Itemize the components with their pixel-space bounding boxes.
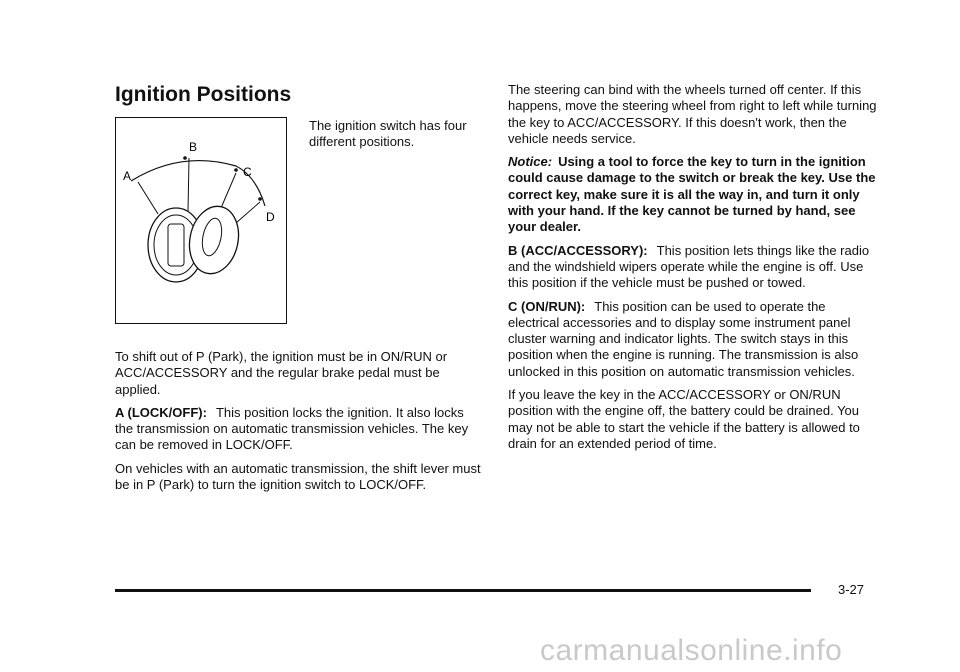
notice-text: Using a tool to force the key to turn in the ignition could cause damage to the switch or break the key. Use the correct key, make sure it is all the way in, and turn it only with your hand. If the key cannot be turned by hand, see your dealer. [508, 154, 876, 235]
notice-label: Notice: [508, 154, 553, 170]
label-c: C [243, 165, 252, 179]
leader-a [138, 182, 158, 214]
accessory-text: This position lets things like the radio and the windshield wipers operate while the engine is off. Use this position if the vehicle must be pushed or towed. [508, 242, 870, 291]
lock-off-term: A (LOCK/OFF): [115, 404, 207, 420]
tick-c [234, 168, 238, 172]
leader-d [236, 202, 260, 223]
page-number: 3-27 [838, 582, 865, 597]
steering-paragraph: The steering can bind with the wheels turned off center. If this happens, move the steering wheel from right to left while turning the key to ACC/ACCESSORY. If this doesn't work, then the vehicle needs service. [508, 82, 877, 146]
accessory-paragraph [508, 243, 880, 292]
watermark: carmanualsonline.info [540, 634, 843, 667]
lock-off-paragraph [115, 405, 485, 454]
on-run-paragraph [508, 299, 880, 380]
label-a: A [123, 169, 132, 183]
park-shift-paragraph: To shift out of P (Park), the ignition must be in ON/RUN or ACC/ACCESSORY and the regular brake pedal must be applied. [115, 349, 448, 397]
key-slot [168, 224, 184, 266]
on-run-text: This position can be used to operate the electrical accessories and to display some instrument panel cluster warning and indicator lights. The switch stays in this position when the engine is running. The transmission is also unlocked in this position on automatic transmission vehicles. [508, 298, 859, 379]
leader-c [221, 173, 236, 208]
ignition-diagram [116, 118, 285, 322]
battery-paragraph: If you leave the key in the ACC/ACCESSORY or ON/RUN position with the engine off, the battery could be drained. You may not be able to start the vehicle if the battery is allowed to drain for an extended period of time. [508, 387, 860, 451]
automatic-transmission-paragraph: On vehicles with an automatic transmission, the shift lever must be in P (Park) to turn the ignition switch to LOCK/OFF. [115, 460, 481, 493]
tick-d [258, 197, 262, 201]
label-b: B [189, 140, 198, 154]
lock-off-text: This position locks the ignition. It also locks the transmission on automatic transmission vehicles. The key can be removed in LOCK/OFF. [115, 404, 469, 453]
left-column [115, 349, 485, 500]
tick-b [183, 156, 187, 160]
right-column [508, 82, 880, 459]
figure-caption: The ignition switch has four different positions. [309, 118, 467, 149]
ignition-switch-illustration [115, 117, 287, 324]
section-heading: Ignition Positions [115, 83, 292, 106]
on-run-term: C (ON/RUN): [508, 298, 586, 314]
leader-b [188, 158, 189, 212]
label-d: D [266, 210, 275, 224]
footer-rule [115, 589, 811, 592]
accessory-term: B (ACC/ACCESSORY): [508, 242, 648, 258]
notice-paragraph [508, 154, 880, 235]
